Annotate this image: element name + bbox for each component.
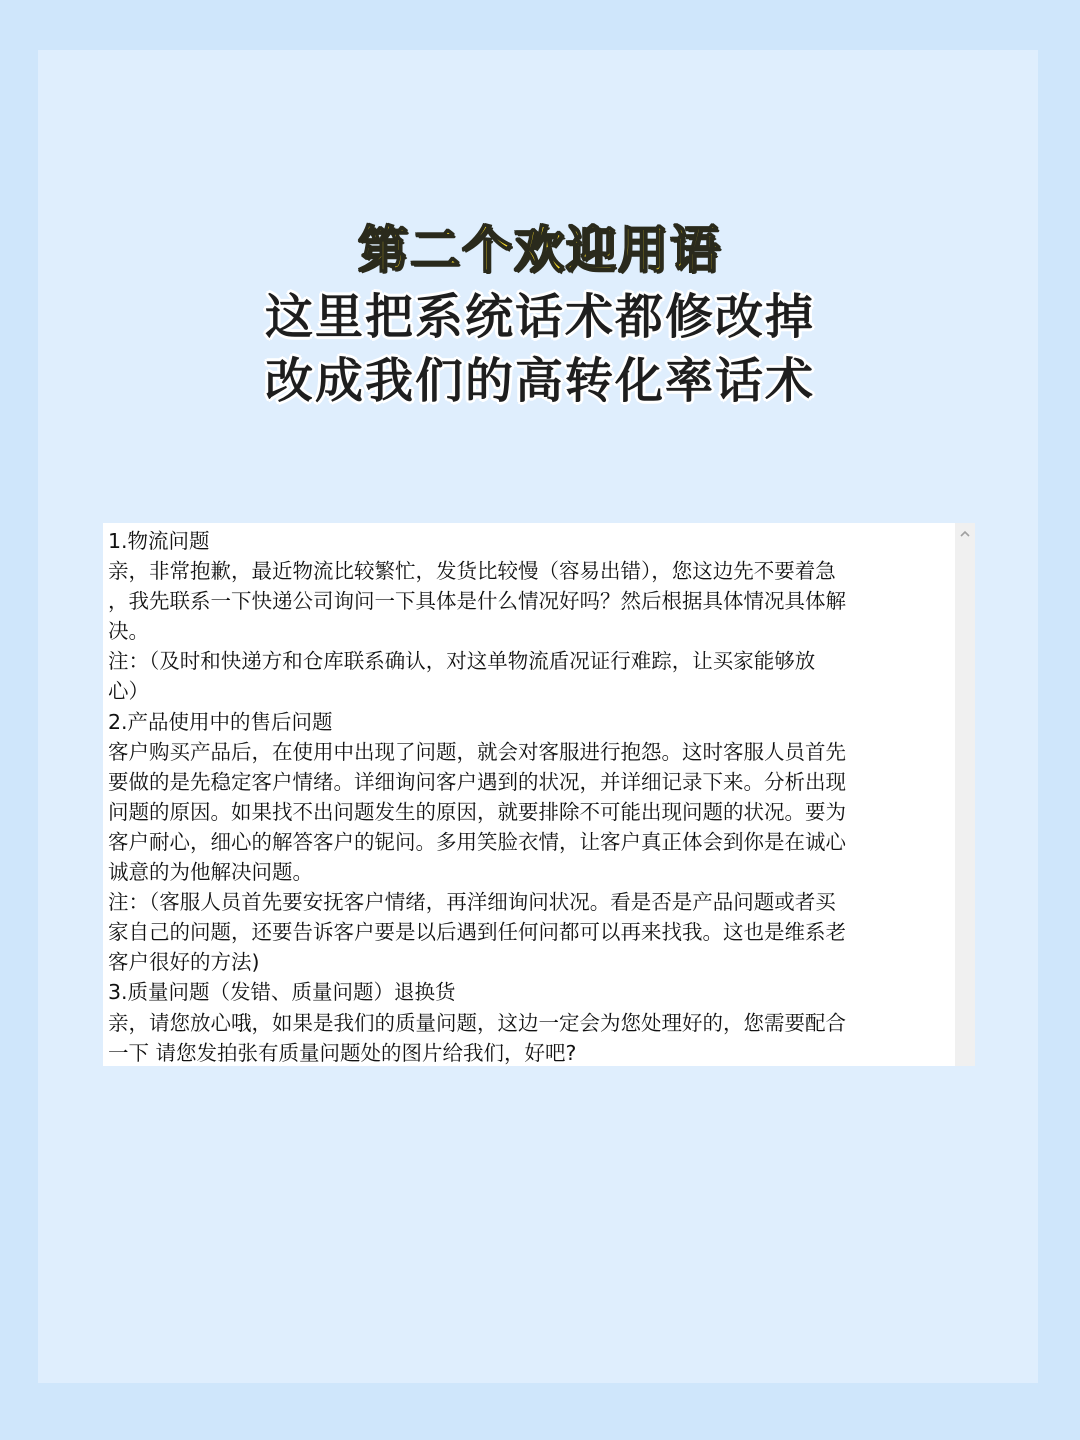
vertical-scrollbar[interactable] [955,523,975,1066]
text-line: 心） [108,679,149,704]
text-line: ，我先联系一下快递公司询问一下具体是什么情况好吗？然后根据具体情况具体解 [108,589,846,614]
text-content [108,526,953,1068]
text-line: 亲，非常抱歉，最近物流比较繁忙，发货比较慢（容易出错），您这边先不要着急 [108,559,836,584]
heading-line-1: 第二个欢迎用语 [358,221,722,279]
text-line: 1.物流问题 [108,529,210,553]
text-line: 3.质量问题（发错、质量问题）退换货 [108,980,456,1005]
text-line: 一下 请您发拍张有质量问题处的图片给我们，好吧? [108,1040,577,1065]
heading-line-2: 这里把系统话术都修改掉 [264,289,815,345]
text-line: 决。 [108,619,149,644]
text-line: 亲，请您放心哦，如果是我们的质量问题，这边一定会为您处理好的，您需要配合 [108,1010,846,1035]
text-line: 家自己的问题，还要告诉客户要是以后遇到任何问都可以再来找我。这也是维系老 [108,920,846,945]
text-line: 诚意的为他解决问题。 [108,860,313,885]
text-line: 问题的原因。如果找不出问题发生的原因，就要排除不可能出现问题的状况。要为 [108,799,846,824]
text-line: 客户购买产品后，在使用中出现了问题，就会对客服进行抱怨。这时客服人员首先 [108,739,846,764]
heading-line-3: 改成我们的高转化率话术 [264,353,815,409]
text-line: 2.产品使用中的售后问题 [108,709,333,734]
text-line: 客户很好的方法) [108,950,260,975]
text-line: 注：（及时和快递方和仓库联系确认，对这单物流盾况证行难踪，让买家能够放 [108,649,816,674]
text-line: 客户耐心，细心的解答客户的铌问。多用笑脸衣情，让客户真正体会到你是在诚心 [108,829,846,854]
text-line: 要做的是先稳定客户情绪。详细询问客户遇到的状况，并详细记录下来。分析出现 [108,769,846,794]
text-line: 注：（客服人员首先要安抚客户情绪，再洋细询问状况。看是否是产品问题或者买 [108,890,836,915]
chevron-up-icon[interactable] [958,527,972,541]
text-window [103,523,975,1066]
